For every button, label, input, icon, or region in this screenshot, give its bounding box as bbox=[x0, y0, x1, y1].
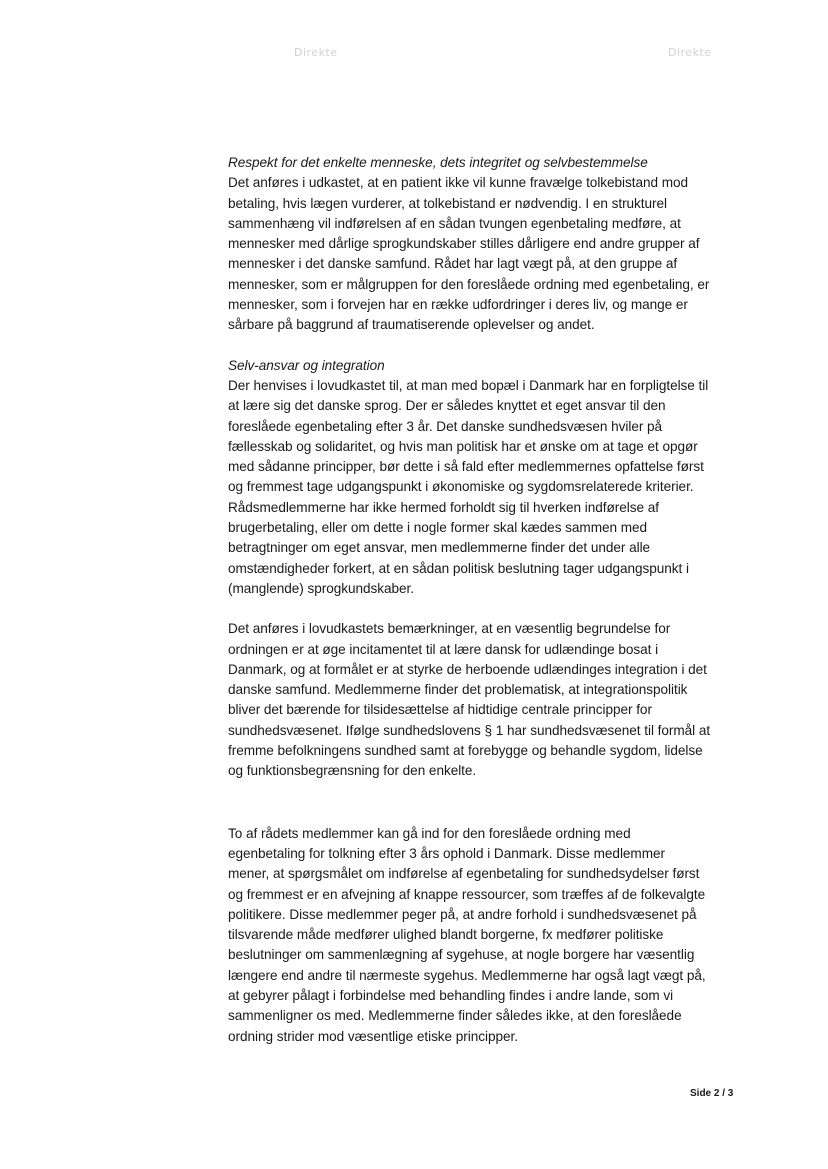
paragraph-line: ordningen er at øge incitamentet til at lære dansk for udlændinge bosat i bbox=[228, 641, 659, 657]
paragraph-line: mennesker, som er målgruppen for den foreslåede ordning med egenbetaling, er bbox=[228, 276, 710, 292]
paragraph-line: sårbare på baggrund af traumatiserende oplevelser og andet. bbox=[228, 317, 595, 333]
paragraph-line: og fremmest er en afvejning af knappe ressourcer, som træffes af de folkevalgte bbox=[228, 886, 706, 902]
paragraph-line: egenbetaling for tolkning efter 3 års ophold i Danmark. Disse medlemmer bbox=[228, 845, 665, 861]
section-mindretal bbox=[228, 824, 740, 1047]
paragraph-line: at gebyrer pålagt i forbindelse med behandling findes i andre lande, som vi bbox=[228, 987, 674, 1003]
paragraph-line: beslutninger om sammenlægning af sygehuse, at nogle borgere har væsentlig bbox=[228, 947, 695, 963]
paragraph-line: og funktionsbegrænsning for den enkelte. bbox=[228, 763, 477, 779]
paragraph-line: mennesker i det danske samfund. Rådet har lagt vægt på, at den gruppe af bbox=[228, 256, 678, 272]
paragraph-line: ordning strider mod væsentlige etiske principper. bbox=[228, 1028, 518, 1044]
paragraph-line: Rådsmedlemmerne har ikke hermed forholdt sig til hverken indførelse af bbox=[228, 499, 659, 515]
watermark-right: Direkte bbox=[668, 46, 712, 59]
paragraph-line: sammenhæng vil indførelsen af en sådan tvungen egenbetaling medføre, at bbox=[228, 215, 681, 231]
paragraph-line: fremme befolkningens sundhed samt at forebygge og behandle sygdom, lidelse bbox=[228, 743, 703, 759]
paragraph-line: Der henvises i lovudkastet til, at man med bopæl i Danmark har en forpligtelse til bbox=[228, 377, 709, 393]
paragraph-line: Det anføres i lovudkastets bemærkninger, at en væsentlig begrundelse for bbox=[228, 621, 671, 637]
section-bemaerkninger bbox=[228, 619, 740, 781]
section-heading: Respekt for det enkelte menneske, dets integritet og selvbestemmelse bbox=[228, 155, 648, 170]
section-respekt bbox=[228, 153, 740, 336]
paragraph-line: at lære sig det danske sprog. Der er således knyttet et eget ansvar til den bbox=[228, 398, 666, 414]
paragraph-line: tilsvarende måde medfører ulighed blandt borgerne, fx medfører politiske bbox=[228, 927, 664, 943]
paragraph-line: mener, at spørgsmålet om indførelse af egenbetaling for sundhedsydelser først bbox=[228, 866, 700, 882]
section-heading: Selv-ansvar og integration bbox=[228, 357, 385, 373]
paragraph-line: fællesskab og solidaritet, og hvis man politisk har et ønske om at tage et opgør bbox=[228, 438, 698, 454]
paragraph-line: foreslåede egenbetaling efter 3 år. Det danske sundhedsvæsen hviler på bbox=[228, 418, 663, 434]
paragraph-line: politikere. Disse medlemmer peger på, at andre forhold i sundhedsvæsenet på bbox=[228, 906, 697, 922]
page-number: Side 2 / 3 bbox=[690, 1088, 734, 1099]
paragraph-line: omstændigheder forkert, at en sådan politisk beslutning tager udgangspunkt i bbox=[228, 560, 689, 576]
paragraph-line: bliver det bærende for tilsidesættelse af hidtidige centrale principper for bbox=[228, 702, 652, 718]
watermark-left: Direkte bbox=[294, 46, 338, 59]
paragraph-line: sundhedsvæsenet. Ifølge sundhedslovens § 1 har sundhedsvæsenet til formål at bbox=[228, 722, 711, 738]
paragraph-line: Det anføres i udkastet, at en patient ikke vil kunne fravælge tolkebistand mod bbox=[228, 175, 689, 191]
paragraph-line: betragtninger om eget ansvar, men medlemmerne finder det under alle bbox=[228, 540, 651, 556]
paragraph-line: med sådanne principper, bør dette i så fald efter medlemmernes opfattelse først bbox=[228, 459, 704, 475]
paragraph-line: danske samfund. Medlemmerne finder det problematisk, at integrationspolitik bbox=[228, 682, 688, 698]
paragraph-line: brugerbetaling, eller om dette i nogle former skal kædes sammen med bbox=[228, 520, 648, 536]
paragraph-line: To af rådets medlemmer kan gå ind for den foreslåede ordning med bbox=[228, 825, 631, 841]
paragraph-line: og fremmest tage udgangspunkt i økonomiske og sygdomsrelaterede kriterier. bbox=[228, 479, 694, 495]
paragraph-line: længere end andre til nærmeste sygehus. Medlemmerne har også lagt vægt på, bbox=[228, 967, 706, 983]
paragraph-line: (manglende) sprogkundskaber. bbox=[228, 580, 415, 596]
document-body bbox=[228, 153, 740, 1047]
paragraph-line: Danmark, og at formålet er at styrke de herboende udlændinges integration i det bbox=[228, 661, 707, 677]
paragraph-line: betaling, hvis lægen vurderer, at tolkebistand er nødvendig. I en strukturel bbox=[228, 195, 667, 211]
paragraph-line: mennesker med dårlige sprogkundskaber stilles dårligere end andre grupper af bbox=[228, 236, 700, 252]
paragraph-line: sammenligner os med. Medlemmerne finder således ikke, at den foreslåede bbox=[228, 1008, 682, 1024]
section-selv-ansvar bbox=[228, 356, 740, 600]
paragraph-line: mennesker, som i forvejen har en række udfordringer i deres liv, og mange er bbox=[228, 297, 688, 313]
